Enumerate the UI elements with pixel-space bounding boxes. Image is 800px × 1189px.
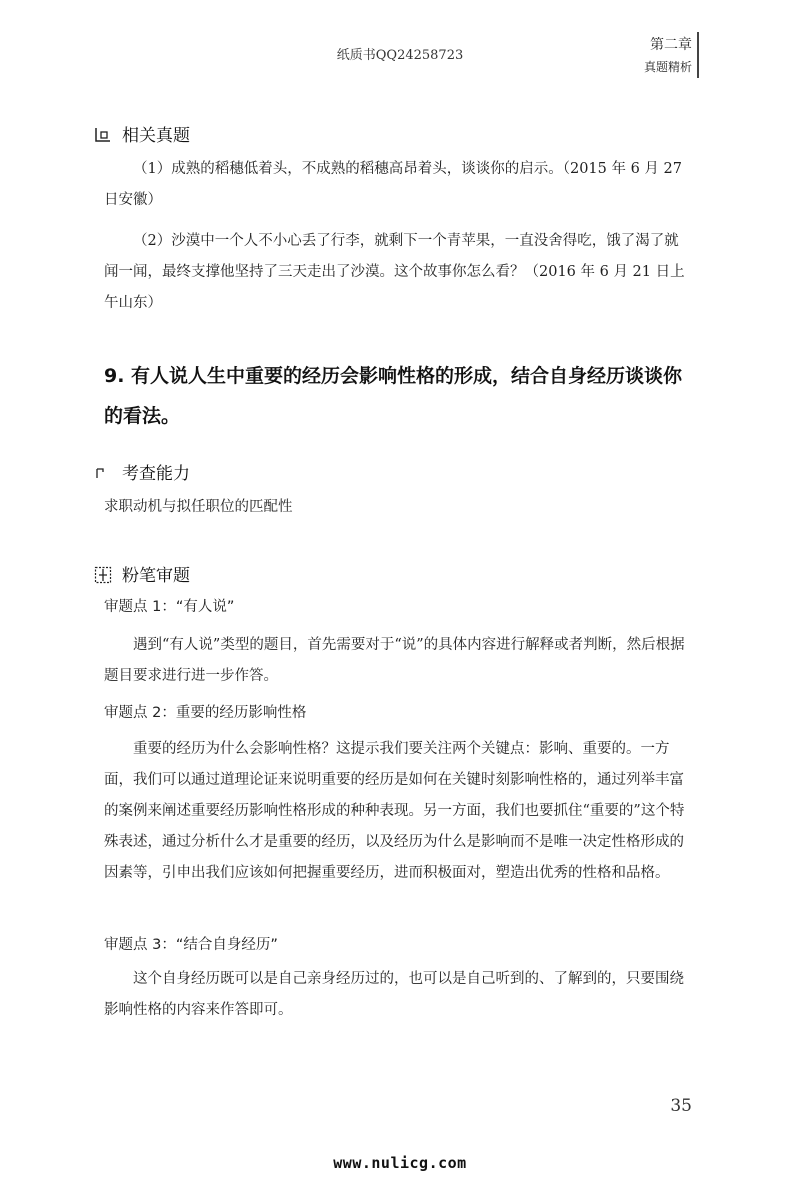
section-heading-text: 粉笔审题 <box>122 566 190 586</box>
question-title: 9. 有人说人生中重要的经历会影响性格的形成，结合自身经历谈谈你的看法。 <box>104 365 683 427</box>
section-heading-ability <box>94 462 190 486</box>
chapter-subtitle: 真题精析 <box>643 60 692 74</box>
section-heading-text: 相关真题 <box>122 126 190 146</box>
ability-icon <box>94 464 112 482</box>
running-header: 纸质书QQ24258723 <box>336 48 464 63</box>
section-heading-analysis <box>94 564 190 588</box>
section-heading-text: 考查能力 <box>122 464 190 484</box>
analysis-point-2-title: 审题点 2：重要的经历影响性格 <box>104 705 307 721</box>
header-divider <box>697 32 699 78</box>
footer-watermark: www.nulicg.com <box>333 1154 467 1172</box>
analysis-point-1-title: 审题点 1：“有人说” <box>104 599 235 615</box>
ability-text: 求职动机与拟任职位的匹配性 <box>104 499 293 515</box>
analysis-point-1-text: 遇到“有人说”类型的题目，首先需要对于“说”的具体内容进行解释或者判断，然后根据题目要求进行进一步作答。 <box>104 637 685 684</box>
related-item-2: （2）沙漠中一个人不小心丢了行李，就剩下一个青苹果，一直没舍得吃，饿了渴了就闻一闻，最终支撑他坚持了三天走出了沙漠。这个故事你怎么看？（2016 年 6 月 21 日上午山东） <box>104 233 685 311</box>
related-questions-icon <box>94 126 112 144</box>
chapter-label <box>644 34 692 78</box>
analysis-point-3-title: 审题点 3：“结合自身经历” <box>104 937 278 953</box>
analysis-icon <box>94 566 112 584</box>
chapter-title: 第二章 <box>650 37 692 53</box>
related-item-1: （1）成熟的稻穗低着头，不成熟的稻穗高昂着头，谈谈你的启示。（2015 年 6 月 27 日安徽） <box>104 161 682 208</box>
analysis-point-3-text: 这个自身经历既可以是自己亲身经历过的，也可以是自己听到的、了解到的，只要围绕影响性格的内容来作答即可。 <box>104 971 684 1018</box>
analysis-point-2-text: 重要的经历为什么会影响性格？这提示我们要关注两个关键点：影响、重要的。一方面，我们可以通过道理论证来说明重要的经历是如何在关键时刻影响性格的，通过列举丰富的案例来阐述重要经历影响性格形成的种种表现。另一方面，我们也要抓住“重要的”这个特殊表述，通过分析什么才是重要的经历，以及经历为什么是影响而不是唯一决定性格形成的因素等，引申出我们应该如何把握重要经历，进而积极面对，塑造出优秀的性格和品格。 <box>104 741 685 881</box>
page-number: 35 <box>670 1096 692 1116</box>
section-heading-related <box>94 124 190 148</box>
